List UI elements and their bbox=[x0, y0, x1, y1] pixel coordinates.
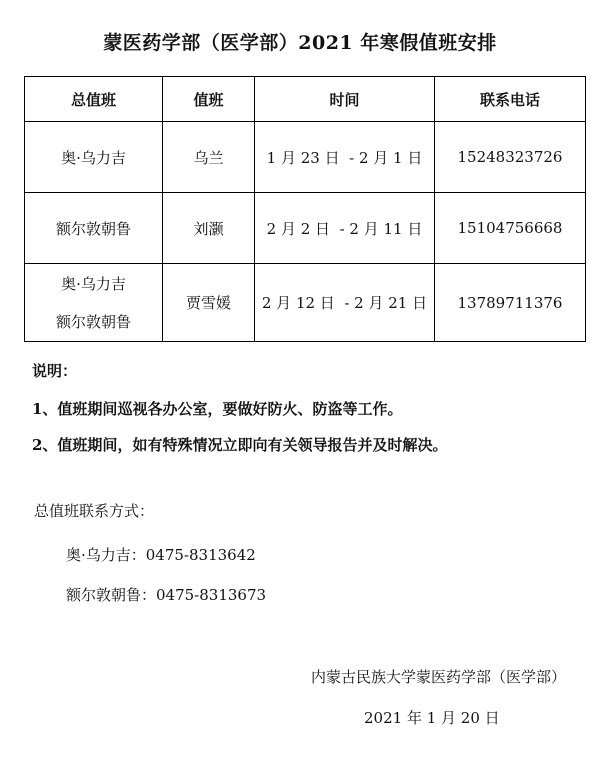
chief-name: 奥·乌力吉 bbox=[61, 148, 126, 167]
cell-phone: 15104756668 bbox=[435, 193, 586, 264]
table-row bbox=[25, 264, 586, 342]
cell-time: 2 月 12 日 - 2 月 21 日 bbox=[255, 264, 435, 342]
signature: 内蒙古民族大学蒙医药学部（医学部） bbox=[310, 668, 566, 686]
chief-name: 额尔敦朝鲁 bbox=[55, 219, 131, 238]
table-row bbox=[25, 193, 586, 264]
contact-section bbox=[34, 500, 266, 602]
chief-name: 奥·乌力吉 bbox=[61, 274, 126, 293]
cell-chief bbox=[25, 122, 163, 193]
cell-phone: 13789711376 bbox=[435, 264, 586, 342]
header-phone: 联系电话 bbox=[435, 77, 586, 122]
note-item: 2、值班期间，如有特殊情况立即向有关领导报告并及时解决。 bbox=[32, 436, 448, 454]
table-row bbox=[25, 122, 586, 193]
cell-chief bbox=[25, 264, 163, 342]
cell-duty: 刘灏 bbox=[163, 193, 255, 264]
notes-heading: 说明： bbox=[32, 362, 78, 380]
table-header-row bbox=[25, 77, 586, 122]
cell-duty: 乌兰 bbox=[163, 122, 255, 193]
header-duty: 值班 bbox=[163, 77, 255, 122]
duty-schedule-table bbox=[24, 76, 586, 342]
notes-section bbox=[32, 362, 447, 472]
note-item: 1、值班期间巡视各办公室，要做好防火、防盗等工作。 bbox=[32, 400, 403, 418]
header-time: 时间 bbox=[255, 77, 435, 122]
cell-time: 2 月 2 日 - 2 月 11 日 bbox=[255, 193, 435, 264]
contact-entry: 奥·乌力吉：0475-8313642 bbox=[66, 546, 256, 564]
cell-chief bbox=[25, 193, 163, 264]
header-chief: 总值班 bbox=[25, 77, 163, 122]
page-title: 蒙医药学部（医学部）2021 年寒假值班安排 bbox=[103, 32, 497, 54]
contact-entry: 额尔敦朝鲁：0475-8313673 bbox=[66, 586, 267, 604]
contact-label: 总值班联系方式： bbox=[34, 502, 155, 520]
document-date: 2021 年 1 月 20 日 bbox=[364, 709, 500, 727]
chief-name: 额尔敦朝鲁 bbox=[55, 312, 131, 331]
cell-time: 1 月 23 日 - 2 月 1 日 bbox=[255, 122, 435, 193]
cell-duty: 贾雪媛 bbox=[163, 264, 255, 342]
cell-phone: 15248323726 bbox=[435, 122, 586, 193]
